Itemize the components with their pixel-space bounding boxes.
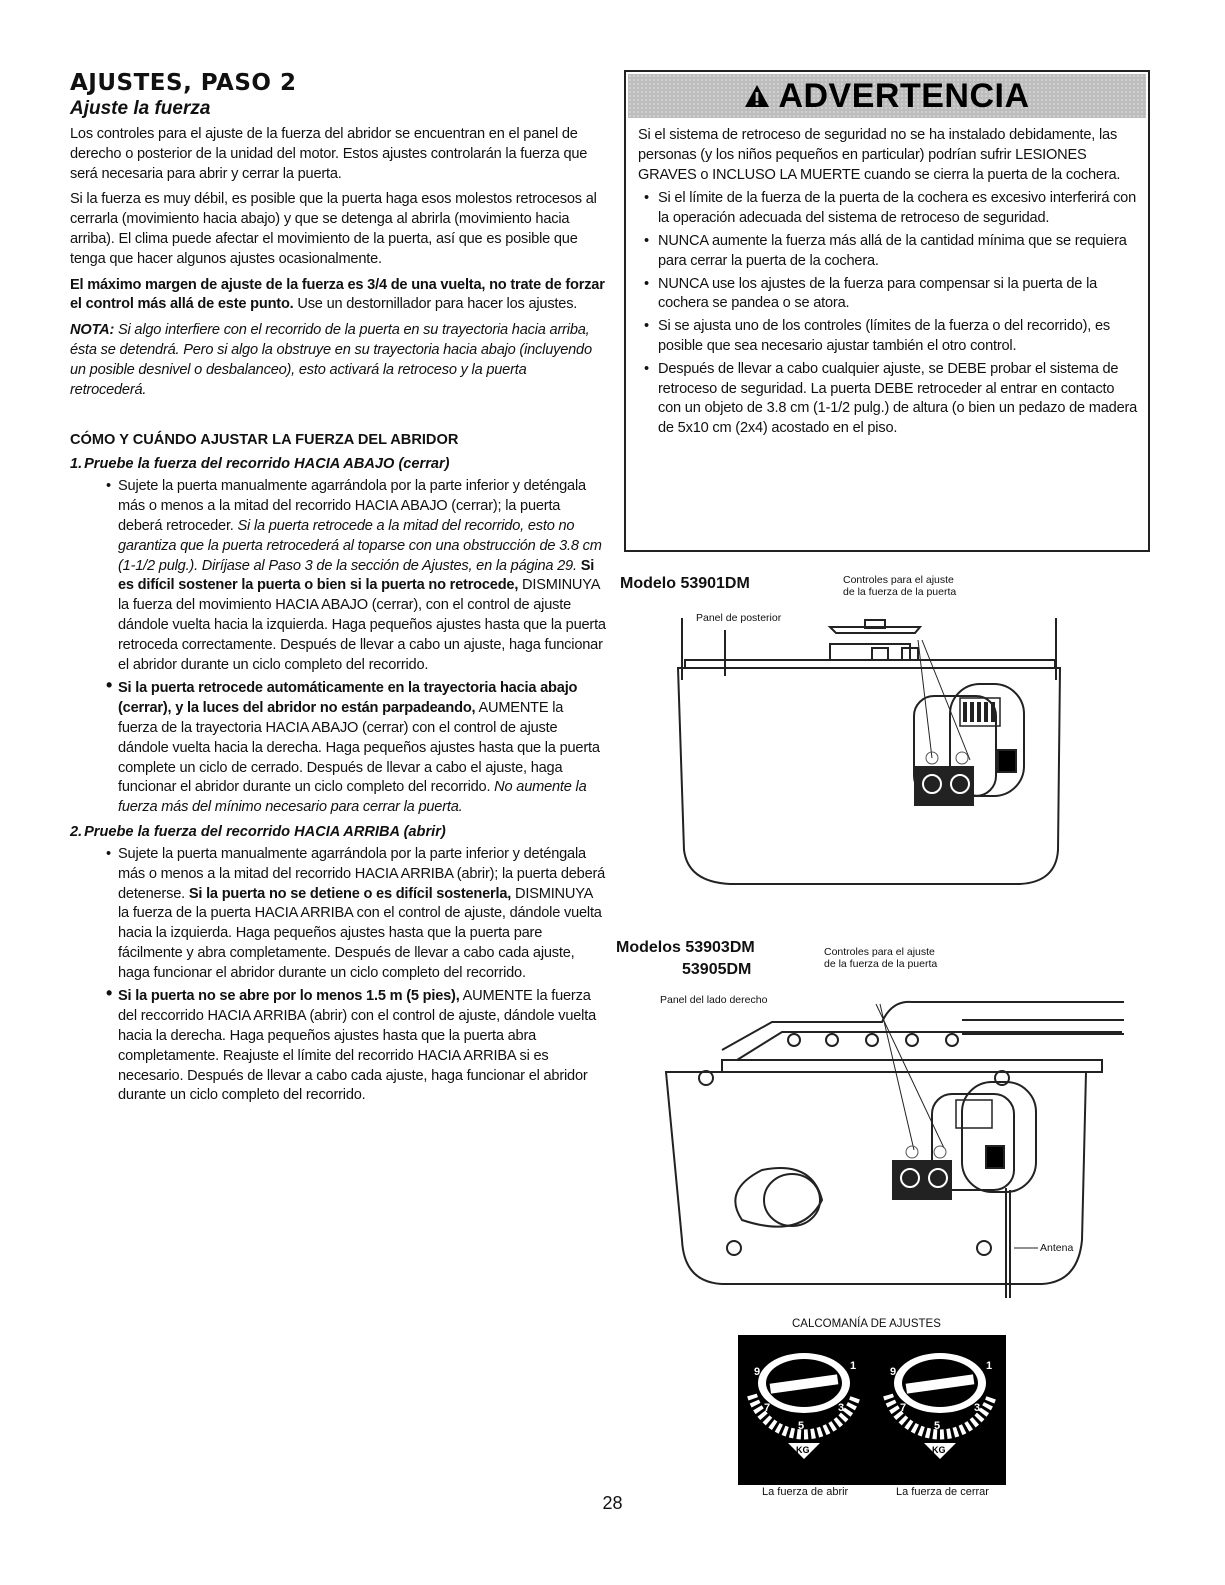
warning-body: [626, 120, 1148, 439]
figure-2-motor-unit: [662, 990, 1128, 1300]
max-adjust-note: El máximo margen de ajuste de la fuerza es 3/4 de una vuelta, no trate de forzar el control más allá de este punto.: [70, 276, 605, 313]
warning-title: ADVERTENCIA: [778, 76, 1030, 115]
figure-1-model: Modelo 53901DM: [620, 575, 750, 592]
step-2-list: [70, 845, 606, 1106]
dial-number: 1: [986, 1360, 993, 1372]
list-item: • Después de llevar a cabo cualquier ajuste, se DEBE probar el sistema de retroceso de seguridad. La puerta DEBE retroceder al entrar en contacto con un objeto de 3.8 cm (1-1/2 pulg.) de altura (o bien un pedazo de madera de 5x10 cm (2x4) acostado en el piso.: [644, 360, 1138, 437]
list-item: • Si la puerta no se abre por lo menos 1.5 m (5 pies), AUMENTE la fuerza del reccorrido HACIA ARRIBA (abrir) con el control de ajuste, dándole vuelta hacia la derecha. Haga pequeños ajustes hasta que la puerta abra completamente. Reajuste el límite del recorrido HACIA ARRIBA si es necesario. Después de llevar a cabo cada ajuste, haga funcionar el abridor durante un ciclo completo del recorrido.: [106, 983, 596, 1104]
list-item: • Si la puerta retrocede automáticamente en la trayectoria hacia abajo (cerrar), y la luces del abridor no están parpadeando, AUMENTE la fuerza de la trayectoria HACIA ABAJO (cerrar) con el control de ajuste dándole vuelta hacia la derecha. Haga pequeños ajustes hasta que la puerta complete un ciclo de cerrado. Después de llevar a cabo el ajuste, haga funcionar el abridor durante un ciclo completo del recorrido. No aumente la fuerza más del mínimo necesario para cerrar la puerta.: [106, 675, 600, 816]
antenna-label: Antena: [1040, 1242, 1074, 1254]
warning-list: [638, 189, 1138, 439]
dial-number: 9: [890, 1366, 897, 1378]
page-number: 28: [602, 1493, 623, 1513]
intro-paragraph-3: El máximo margen de ajuste de la fuerza es 3/4 de una vuelta, no trate de forzar el control más allá de este punto. Use un destornillador para hacer los ajustes.: [70, 276, 605, 313]
dial-number: 7: [900, 1402, 907, 1414]
nota-label: NOTA:: [70, 322, 115, 339]
decal-title: CALCOMANÍA DE AJUSTES: [792, 1318, 941, 1330]
dial-number: 9: [754, 1366, 761, 1378]
warning-box: [624, 70, 1150, 552]
adjustment-decal: [738, 1335, 1006, 1485]
list-item: • Si se ajusta uno de los controles (límites de la fuerza o del recorrido), es posible que sea necesario ajustar también el otro control.: [644, 318, 1111, 354]
dial-number: 3: [974, 1402, 981, 1414]
figure-1-controls-label: Controles para el ajuste de la fuerza de la puerta: [843, 574, 957, 598]
dial-number: 5: [798, 1420, 805, 1432]
kg-label: KG: [796, 1445, 810, 1455]
figure-1-panel-label: Panel de posterior: [696, 612, 782, 624]
list-item: • Si el límite de la fuerza de la puerta de la cochera es excesivo interferirá con la operación adecuada del sistema de retroceso de seguridad.: [644, 190, 1137, 227]
warning-header: [628, 74, 1146, 118]
right-column: [624, 70, 1154, 552]
kg-label: KG: [932, 1445, 946, 1455]
list-item: • Sujete la puerta manualmente agarrándola por la parte inferior y deténgala más o menos a la mitad del recorrido HACIA ABAJO (cerrar); la puerta deberá retroceder. Si la puerta retrocede a la mitad del recorrido, esto no garantiza que la puerta retrocederá al toparse con una obstrucción de 3.8 cm (1-1/2 pulg.). Diríjase al Paso 3 de la sección de Ajustes, en la página 29. Si es difícil sostener la puerta o bien si la puerta no retrocede, DISMINUYA la fuerza del movimiento HACIA ABAJO (cerrar), con el control de ajuste dándole vuelta hacia la izquierda. Haga pequeños ajustes hasta que la puerta retroceda correctamente. Después de llevar a cabo un ajuste, haga funcionar el abridor durante un ciclo completo del recorrido.: [106, 478, 606, 673]
close-force-label: La fuerza de cerrar: [896, 1486, 989, 1498]
warning-triangle-icon: [744, 84, 770, 108]
dial-number: 1: [850, 1360, 857, 1372]
figure-2-panel-label: Panel del lado derecho: [660, 994, 768, 1006]
intro-paragraph-2: Si la fuerza es muy débil, es posible que la puerta haga esos molestos retrocesos al cerrarla (movimiento hacia abajo) y que se detenga al abrirla (movimiento hacia arriba). El clima puede afectar el movimiento de la puerta, así que es posible que tenga que hacer algunos ajustes ocasionalmente.: [70, 191, 597, 267]
warning-intro: Si el sistema de retroceso de seguridad no se ha instalado debidamente, las personas (y los niños pequeños en particular) podrían sufrir LESIONES GRAVES o INCLUSO LA MUERTE cuando se cierra la puerta de la cochera.: [638, 127, 1121, 183]
list-item: • Sujete la puerta manualmente agarrándola por la parte inferior y deténgala más o menos a la mitad del recorrido HACIA ARRIBA (abrir); la puerta deberá detenerse. Si la puerta no se detiene o es difícil sostenerla, DISMINUYA la fuerza de la puerta HACIA ARRIBA con el control de ajuste, dándole vuelta hacia la izquierda. Haga pequeños ajustes hasta que la puerta pare fácilmente y abra completamente. Después de llevar a cabo cada ajuste, haga funcionar el abridor durante un ciclo completo del recorrido.: [106, 845, 606, 981]
dial-number: 3: [838, 1402, 845, 1414]
step-1-list: [70, 477, 606, 818]
dial-number: 7: [764, 1402, 771, 1414]
open-force-label: La fuerza de abrir: [762, 1486, 849, 1498]
list-item: • NUNCA aumente la fuerza más allá de la cantidad mínima que se requiera para cerrar la puerta de la cochera.: [644, 232, 1127, 269]
step-2-title: 2. Pruebe la fuerza del recorrido HACIA ARRIBA (abrir): [70, 823, 446, 840]
intro-paragraph-1: Los controles para el ajuste de la fuerza del abridor se encuentran en el panel de derecho o posterior de la unidad del motor. Estos ajustes controlarán la fuerza que será necesaria para abrir y cerrar la puerta.: [70, 126, 588, 182]
list-item: • NUNCA use los ajustes de la fuerza para compensar si la puerta de la cochera se pandea o se atora.: [644, 275, 1098, 312]
figure-2-controls-label: Controles para el ajuste de la fuerza de la puerta: [824, 946, 938, 970]
page-subtitle: Ajuste la fuerza: [70, 98, 211, 119]
nota-paragraph: NOTA: Si algo interfiere con el recorrido de la puerta en su trayectoria hacia arriba, ésta se detendrá. Pero si algo la obstruye en su trayectoria hacia abajo (incluyendo un posible desnivel o desbalanceo), esto activará la retroceso y la puerta retrocederá.: [70, 322, 592, 398]
dial-number: 5: [934, 1420, 941, 1432]
figure-2-model-line-1: Modelos 53903DM: [616, 939, 755, 956]
figure-2-model-line-2: 53905DM: [682, 961, 752, 978]
figure-1-motor-unit: [660, 600, 1080, 900]
page-title: AJUSTES, PASO 2: [70, 70, 297, 96]
step-1-title: 1. Pruebe la fuerza del recorrido HACIA ABAJO (cerrar): [70, 456, 450, 473]
left-column: [70, 70, 606, 1110]
section-heading: CÓMO Y CUÁNDO AJUSTAR LA FUERZA DEL ABRIDOR: [70, 432, 459, 449]
